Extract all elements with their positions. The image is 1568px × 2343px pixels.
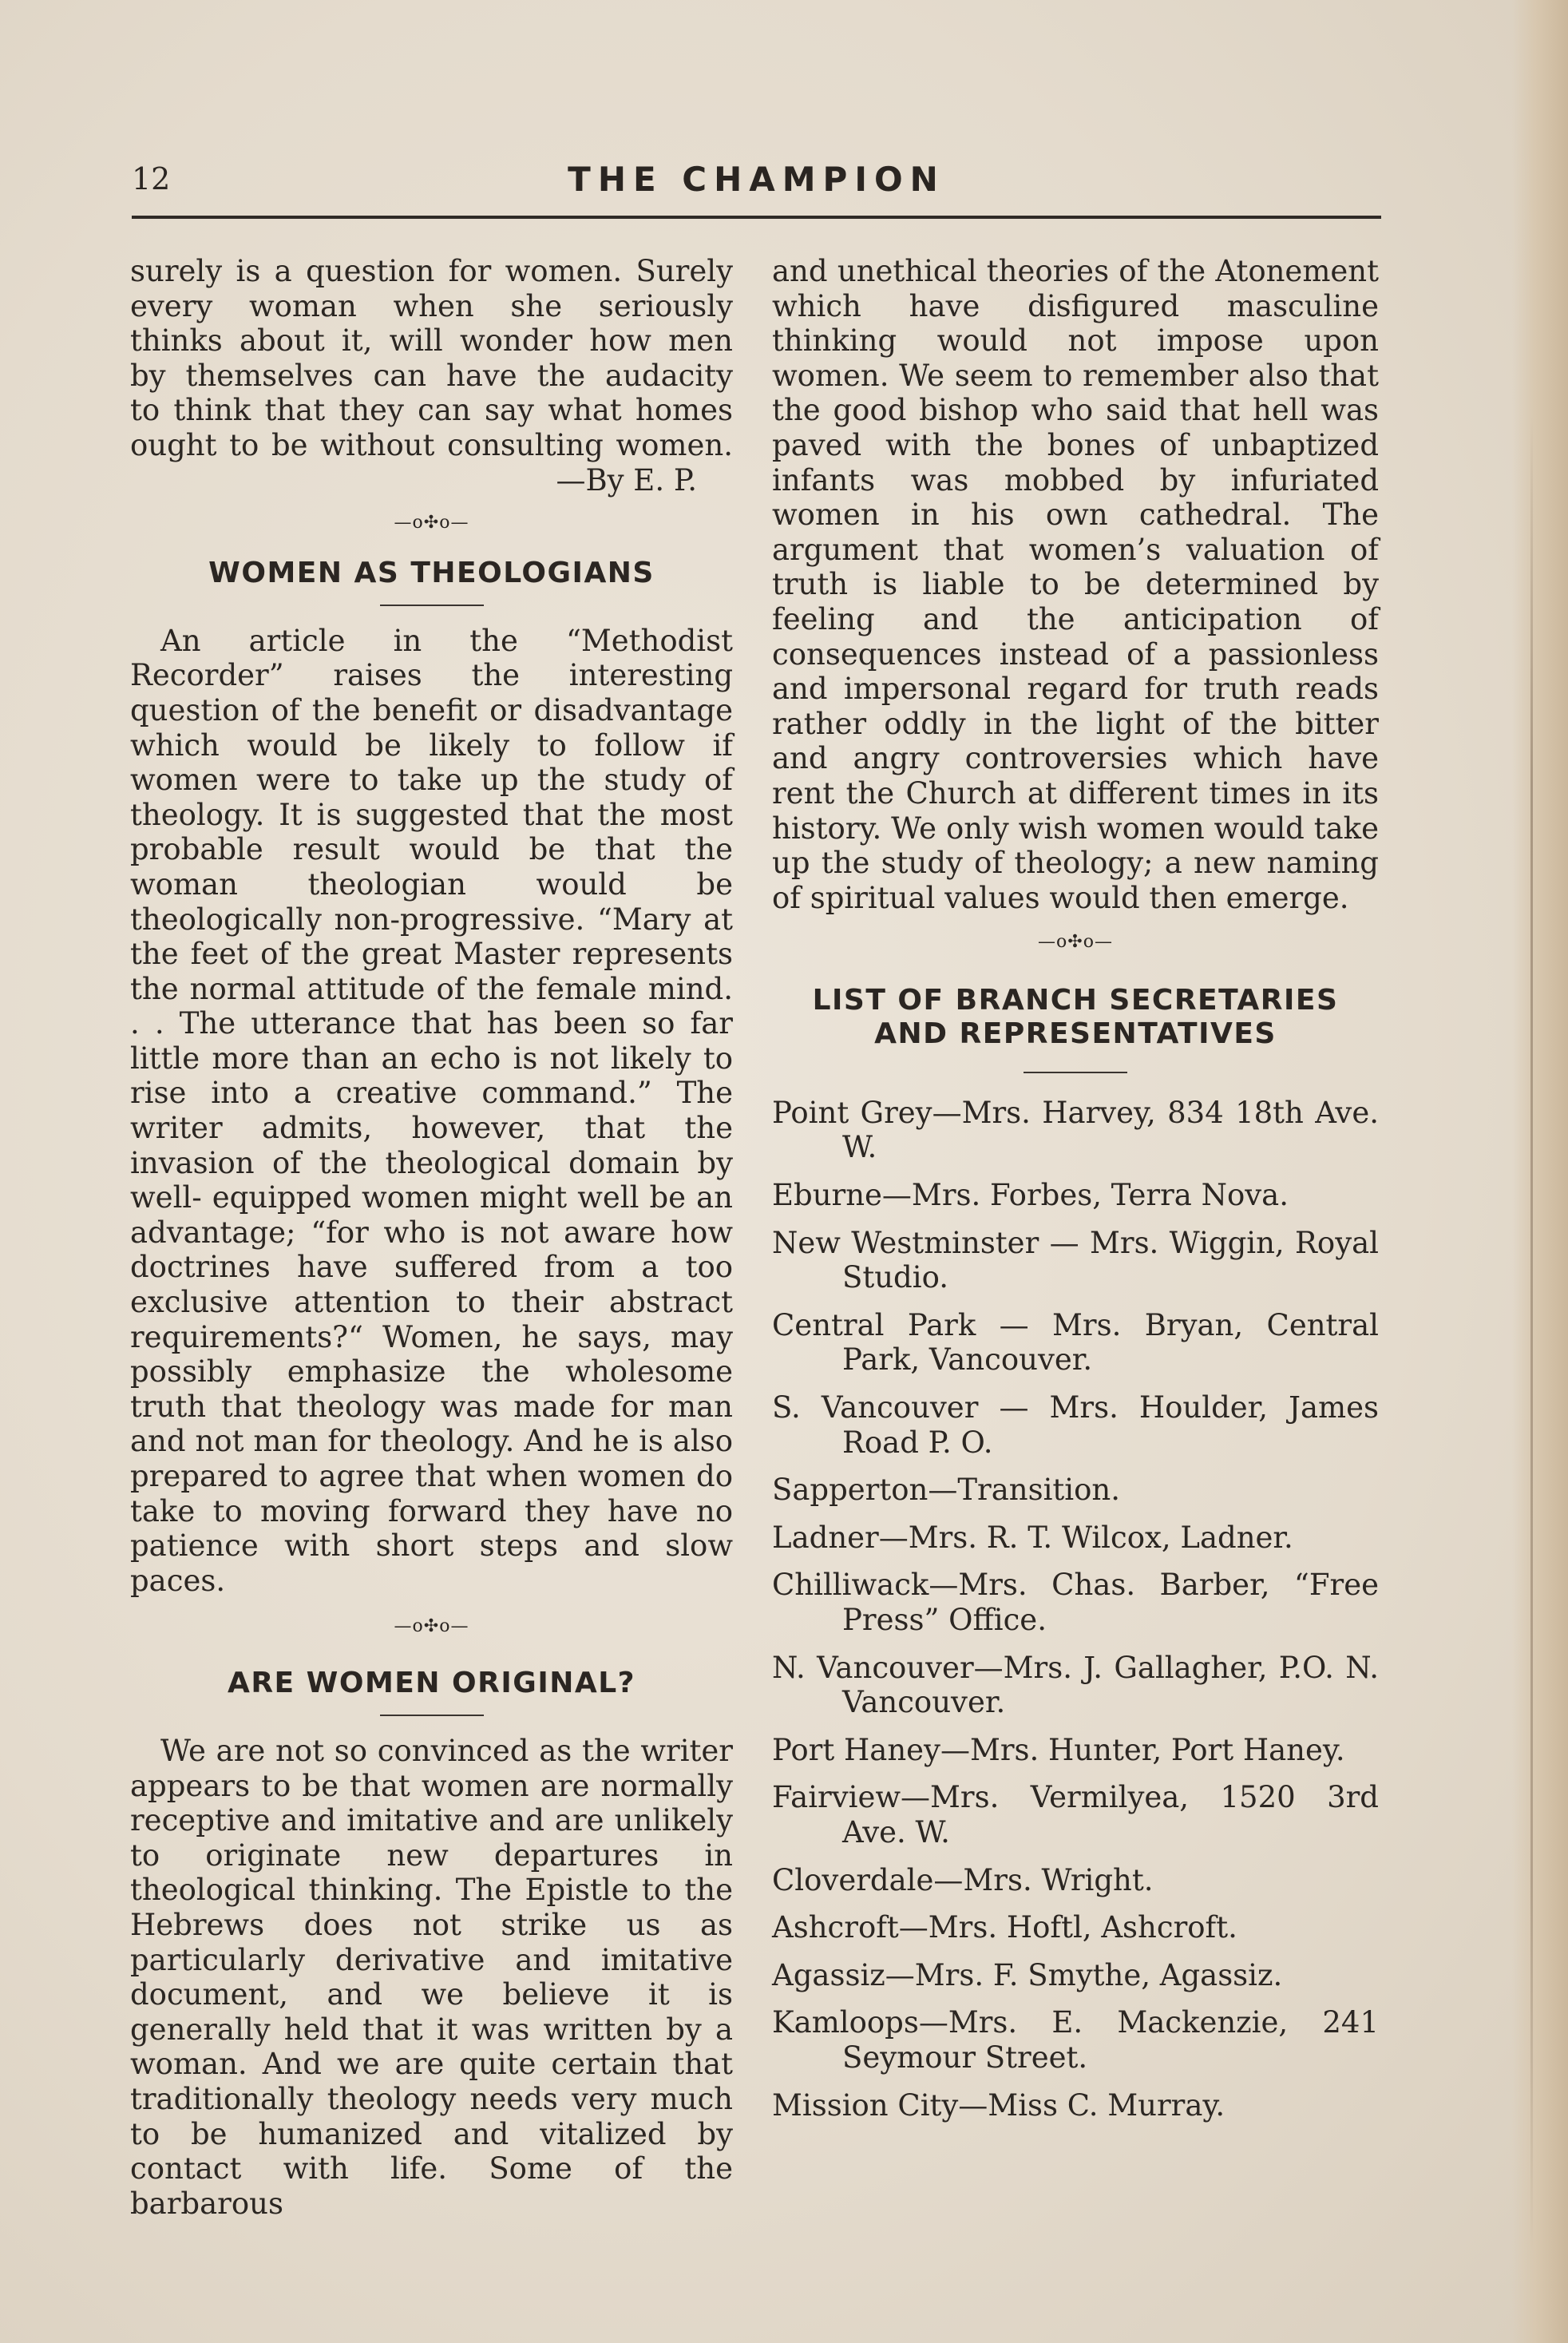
list-item: Eburne—Mrs. Forbes, Terra Nova.: [772, 1178, 1289, 1213]
intro-line: by themselves can have the audacity: [130, 358, 733, 393]
branch-secretaries-list: [772, 1096, 1379, 2123]
list-item: S. Vancouver — Mrs. Houlder, James Road P. O.: [772, 1390, 1379, 1460]
list-item: New Westminster — Mrs. Wiggin, Royal Studio.: [772, 1225, 1379, 1295]
article-heading-are-women-original: ARE WOMEN ORIGINAL?: [227, 1666, 636, 1699]
list-item: Fairview—Mrs. Vermilyea, 1520 3rd Ave. W.: [772, 1780, 1379, 1849]
list-item: Agassiz—Mrs. F. Smythe, Agassiz.: [772, 1957, 1283, 1992]
list-item: Central Park — Mrs. Bryan, Central Park, Vancouver.: [772, 1307, 1379, 1378]
list-item: Ladner—Mrs. R. T. Wilcox, Ladner.: [772, 1520, 1293, 1555]
list-item: Port Haney—Mrs. Hunter, Port Haney.: [772, 1732, 1345, 1767]
section-ornament: —o✣o—: [394, 513, 469, 533]
intro-line: to think that they can say what homes: [130, 393, 733, 428]
right-column: [772, 254, 1379, 2135]
page-number: 12: [132, 161, 171, 196]
heading-rule: [1024, 1072, 1127, 1073]
byline: —By E. P.: [556, 462, 697, 498]
section-ornament: —o✣o—: [394, 1616, 469, 1637]
list-item: Point Grey—Mrs. Harvey, 834 18th Ave. W.: [772, 1095, 1379, 1165]
page-header: [132, 160, 1381, 208]
intro-line: thinks about it, will wonder how men: [130, 323, 733, 359]
article-body-are-women-original: We are not so convinced as the writer appears to be that women are normally receptive and imitative and are unlikely to originate new departures in theological thinking. The Epistle to the Hebrews does not strike us as particularly derivative and imitative document, and we believe it is generally held that it was written by a woman. And we are quite certain that traditionally theology needs very much to be humanized and vitalized by contact with life. Some of the barbarous: [130, 1733, 733, 2221]
intro-paragraph: [130, 254, 733, 463]
heading-rule: [380, 1715, 484, 1716]
list-item: N. Vancouver—Mrs. J. Gallagher, P.O. N. Vancouver.: [772, 1650, 1379, 1720]
intro-line: every woman when she seriously: [130, 288, 733, 323]
article-continuation: and unethical theories of the Atonement which have disfigured masculine thinking would not impose upon women. We seem to remember also that the good bishop who said that hell was paved with the bones of unbaptized infants was mobbed by infuriated women in his own cathedral. The argument that women’s valuation of truth is liable to be determined by feeling and the anticipation of consequences instead of a passionless and impersonal regard for truth reads rather oddly in the light of the bitter and angry controversies which have rent the Church at different times in its history. We only wish women would take up the study of theology; a new naming of spiritual values would then emerge.: [772, 254, 1379, 915]
list-heading-line: AND REPRESENTATIVES: [874, 1017, 1277, 1050]
list-item: Cloverdale—Mrs. Wright.: [772, 1862, 1154, 1897]
list-heading-line: LIST OF BRANCH SECRETARIES: [812, 983, 1339, 1017]
binding-crease: [1530, 415, 1533, 2252]
list-item: Mission City—Miss C. Murray.: [772, 2087, 1225, 2123]
left-column: [130, 254, 733, 2221]
list-item: Ashcroft—Mrs. Hoftl, Ashcroft.: [772, 1910, 1237, 1945]
article-heading-women-as-theologians: WOMEN AS THEOLOGIANS: [208, 556, 655, 589]
header-rule: [132, 216, 1381, 219]
article-body-women-as-theologians: An article in the “Methodist Recorder” raises the interesting question of the benefit or disadvantage which would be likely to follow if women were to take up the study of theology. It is suggested that the most probable result would be that the woman theologian would be theologically non-progressive. “Mary at the feet of the great Master represents the normal attitude of the female mind. . . The utterance that has been so far little more than an echo is not likely to rise into a creative command.” The writer admits, however, that the invasion of the theological domain by well- equipped women might well be an advantage; “for who is not aware how doctrines have suffered from a too exclusive attention to their abstract requirements?“ Women, he says, may possibly emphasize the wholesome truth that theology was made for man and not man for theology. And he is also prepared to agree that when women do take to moving forward they have no patience with short steps and slow paces.: [130, 623, 733, 1598]
section-ornament: —o✣o—: [1038, 932, 1113, 953]
intro-line: surely is a question for women. Surely: [130, 254, 733, 288]
list-item: Kamloops—Mrs. E. Mackenzie, 241 Seymour Street.: [772, 2005, 1379, 2075]
heading-rule: [380, 605, 484, 606]
list-item: Chilliwack—Mrs. Chas. Barber, “Free Press” Office.: [772, 1568, 1379, 1637]
running-title: THE CHAMPION: [568, 160, 945, 199]
page-edge-shadow: [1512, 0, 1568, 2343]
list-heading: [772, 984, 1379, 1051]
intro-line: ought to be without consulting women.: [130, 427, 733, 462]
list-item: Sapperton—Transition.: [772, 1473, 1120, 1508]
